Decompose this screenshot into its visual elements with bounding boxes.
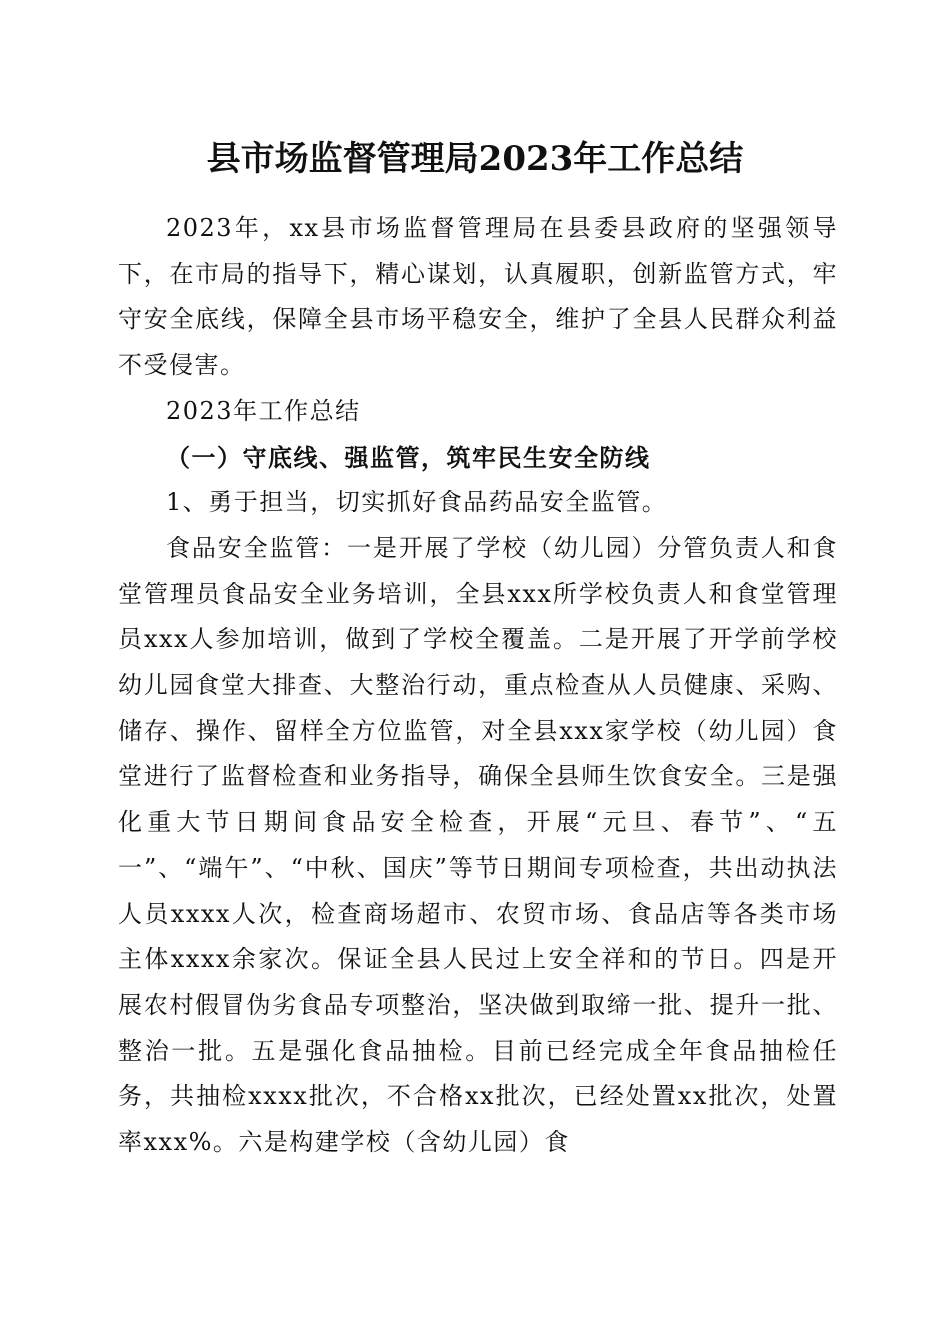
document-body xyxy=(118,206,838,1166)
item-heading: 1、勇于担当，切实抓好食品药品安全监管。 xyxy=(166,488,668,517)
section-heading: 2023年工作总结 xyxy=(166,396,361,425)
document-title: 县市场监督管理局2023年工作总结 xyxy=(206,139,744,179)
intro-paragraph: 2023年，xx县市场监督管理局在县委县政府的坚强领导下，在市局的指导下，精心谋划，认真履职，创新监管方式，牢守安全底线，保障全县市场平稳安全，维护了全县人民群众利益不受侵害。 xyxy=(118,214,838,380)
food-safety-paragraph: 食品安全监管：一是开展了学校（幼儿园）分管负责人和食堂管理员食品安全业务培训，全县xxx所学校负责人和食堂管理员xxx人参加培训，做到了学校全覆盖。二是开展了开学前学校幼儿园食堂大排查、大整治行动，重点检查从人员健康、采购、储存、操作、留样全方位监管，对全县xxx家学校（幼儿园）食堂进行了监督检查和业务指导，确保全县师生饮食安全。三是强化重大节日期间食品安全检查，开展“元旦、春节”、“五一”、“端午”、“中秋、国庆”等节日期间专项检查，共出动执法人员xxxx人次，检查商场超市、农贸市场、食品店等各类市场主体xxxx余家次。保证全县人民过上安全祥和的节日。四是开展农村假冒伪劣食品专项整治，坚决做到取缔一批、提升一批、整治一批。五是强化食品抽检。目前已经完成全年食品抽检任务，共抽检xxxx批次，不合格xx批次，已经处置xx批次，处置率xxx%。六是构建学校（含幼儿园）食 xyxy=(118,533,838,1157)
subsection-heading: （一）守底线、强监管，筑牢民生安全防线 xyxy=(166,442,651,472)
